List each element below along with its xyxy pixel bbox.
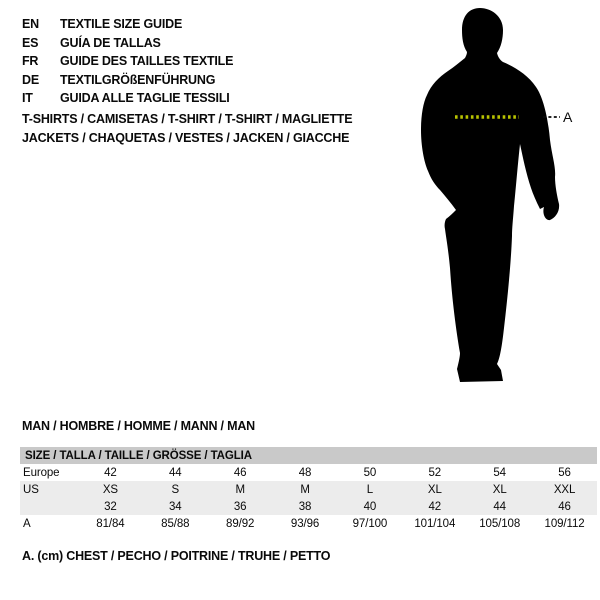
table-cell: 46 <box>532 498 597 515</box>
table-row-europe <box>20 464 597 481</box>
language-row <box>22 34 233 53</box>
table-cell: 50 <box>363 466 377 479</box>
table-cell: 52 <box>428 466 442 479</box>
table-row-chest <box>20 515 597 532</box>
table-cell: M <box>208 481 273 498</box>
size-table <box>20 447 597 532</box>
language-row <box>22 89 233 108</box>
table-cell: 38 <box>273 498 338 515</box>
table-cell: XXL <box>532 481 597 498</box>
table-cell: 97/100 <box>352 517 388 530</box>
table-cell: 81/84 <box>96 517 125 530</box>
table-cell: 56 <box>558 466 571 479</box>
table-cell: 101/104 <box>414 517 456 530</box>
table-cell: 44 <box>467 498 532 515</box>
language-row <box>22 15 233 34</box>
table-cell: 40 <box>338 498 403 515</box>
language-code: DE <box>22 72 39 87</box>
measure-label-a: A <box>563 109 573 125</box>
language-code: FR <box>22 54 39 68</box>
language-row <box>22 71 233 90</box>
language-title: TEXTILE SIZE GUIDE <box>60 17 183 31</box>
table-cell: XL <box>402 481 467 498</box>
man-figure-diagram <box>400 0 600 400</box>
table-cell: 109/112 <box>544 517 585 530</box>
table-cell: 36 <box>208 498 273 515</box>
language-title: GUIDE DES TAILLES TEXTILE <box>60 54 234 68</box>
table-cell: 46 <box>233 466 247 479</box>
row-label: Europe <box>23 466 60 479</box>
category-line-tshirts: T-SHIRTS / CAMISETAS / T-SHIRT / T-SHIRT / MAGLIETTE <box>22 112 353 126</box>
measurement-footnote: A. (cm) CHEST / PECHO / POITRINE / TRUHE / PETTO <box>22 549 331 563</box>
row-label: A <box>23 517 31 530</box>
table-cell: XS <box>78 481 143 498</box>
table-cell: 93/96 <box>290 517 320 530</box>
table-cell: 89/92 <box>226 517 255 530</box>
language-list <box>22 15 233 108</box>
table-row-us-numeric <box>20 498 597 515</box>
table-cell: 44 <box>169 466 182 479</box>
table-cell: 42 <box>402 498 467 515</box>
row-label <box>20 498 78 515</box>
language-title: GUÍA DE TALLAS <box>60 35 161 50</box>
row-label: US <box>20 481 78 498</box>
table-cell: 85/88 <box>161 517 190 530</box>
language-title: TEXTILGRÖßENFÜHRUNG <box>60 72 216 87</box>
man-silhouette <box>421 8 559 382</box>
language-code: ES <box>22 35 39 50</box>
language-code: EN <box>22 17 39 31</box>
table-cell: 34 <box>143 498 208 515</box>
category-line-jackets: JACKETS / CHAQUETAS / VESTES / JACKEN / GIACCHE <box>22 131 350 145</box>
table-cell: L <box>338 481 403 498</box>
language-code: IT <box>22 91 33 105</box>
table-row-us <box>20 481 597 498</box>
table-cell: S <box>143 481 208 498</box>
table-cell: M <box>273 481 338 498</box>
table-cell: 105/108 <box>479 517 521 530</box>
table-header: SIZE / TALLA / TAILLE / GRÖSSE / TAGLIA <box>20 447 597 464</box>
table-cell: 32 <box>78 498 143 515</box>
language-row <box>22 52 233 71</box>
section-title: MAN / HOMBRE / HOMME / MANN / MAN <box>22 419 255 433</box>
table-cell: 48 <box>298 466 312 479</box>
table-header-row <box>20 447 597 464</box>
language-title: GUIDA ALLE TAGLIE TESSILI <box>60 91 230 105</box>
table-cell: 54 <box>493 466 506 479</box>
category-list <box>22 110 352 148</box>
table-cell: XL <box>467 481 532 498</box>
table-cell: 42 <box>104 466 117 479</box>
